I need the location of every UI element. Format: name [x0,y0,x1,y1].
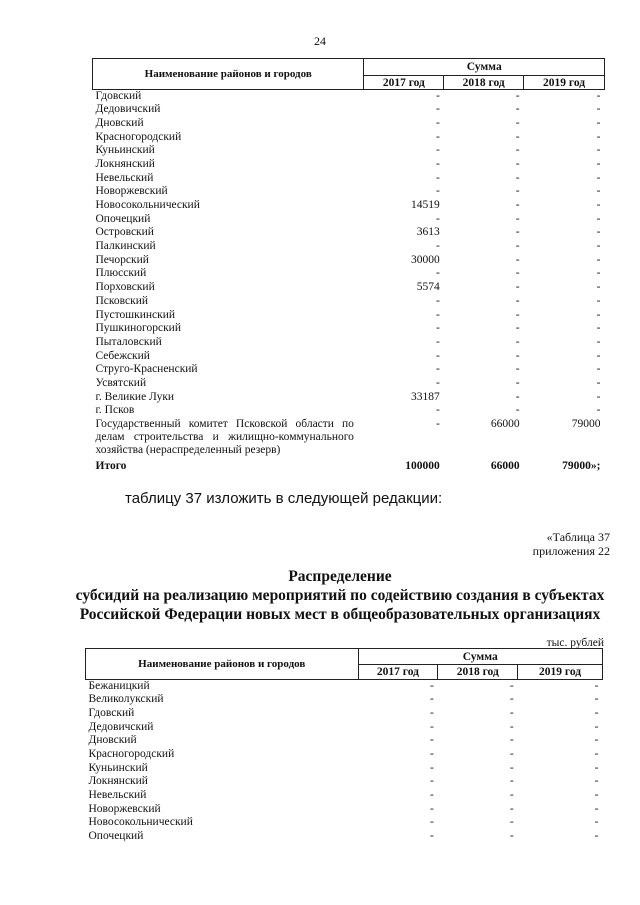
amount-2019: - [594,789,599,801]
district-name: Государственный комитет Псковской области по делам строительства и жилищно-коммунального хозяйства (нераспределенный резерв) [95,418,354,456]
amount-2018: - [515,157,520,170]
amount-2017: - [429,747,434,760]
table-row [86,693,603,707]
amount-2017: 30000 [411,253,440,266]
amount-2019: - [596,253,601,266]
total-2018: 66000 [490,460,520,472]
table-row [86,816,603,830]
district-name: Новосокольнический [88,816,193,829]
amount-2017: - [435,240,440,253]
amount-2017: - [435,171,440,184]
amount-2019: - [594,747,599,760]
amount-2017: - [429,761,434,774]
table-1 [92,58,605,474]
title-line-1: Распределение [288,568,392,585]
table-reference [533,530,610,558]
table-row [93,377,605,391]
total-2019: 79000»; [562,460,601,472]
amount-2017: - [429,720,434,733]
table-row [86,789,603,803]
amount-2019: - [596,363,601,376]
district-name: Дедовичский [95,103,161,116]
amount-2019: - [596,294,601,307]
column-header-name: Наименование районов и городов [93,59,364,90]
amount-2017: - [435,404,440,417]
district-name: Псковский [95,294,149,307]
district-name: Усвятский [95,376,147,389]
amount-2019: - [596,116,601,129]
amount-2019: - [594,693,599,706]
amount-2017: 33187 [411,390,440,403]
table-row [93,131,605,145]
column-header-name: Наименование районов и городов [86,649,359,680]
table-row [93,336,605,350]
table-2 [85,648,603,844]
amount-2019: - [596,144,601,157]
table-row [93,295,605,309]
amount-2018: - [515,240,520,253]
amount-2017: - [429,706,434,719]
district-name: Печорский [95,253,149,266]
district-name: Новоржевский [95,185,168,198]
table-row [93,103,605,117]
amount-2019: - [596,130,601,143]
district-name: Пыталовский [95,335,162,348]
table-row [93,240,605,254]
amount-2018: - [515,144,520,157]
district-name: Дновский [95,116,144,129]
table-row [86,830,603,844]
amount-2017: - [435,130,440,143]
amount-2019: - [596,90,601,102]
title-line-2: субсидий на реализацию мероприятий по содействию создания в субъектах [75,587,605,604]
amount-2017: - [435,349,440,362]
amount-2019: - [596,185,601,198]
district-name: Невельский [88,789,147,801]
district-name: Островский [95,226,154,239]
district-name: Куньинский [88,761,148,774]
amount-2018: - [509,734,514,747]
amount-2017: - [429,775,434,788]
amount-2019: - [596,376,601,389]
amount-2019: - [596,199,601,211]
amount-2019: - [594,830,599,843]
amount-2018: - [515,130,520,143]
amount-2019: - [594,775,599,788]
amount-2018: - [515,322,520,335]
amount-2018: - [515,103,520,116]
amount-2018: - [515,294,520,307]
amount-2017: - [435,294,440,307]
district-name: Гдовский [88,706,135,719]
amount-2017: - [435,335,440,348]
amount-2018: - [509,680,514,692]
amount-2019: - [594,720,599,733]
table-row [93,185,605,199]
table-row [93,117,605,131]
instruction-text: таблицу 37 изложить в следующей редакции: [125,490,443,507]
amount-2018: - [515,390,520,403]
column-header-sum: Сумма [364,59,605,76]
district-name: Себежский [95,349,150,362]
amount-2017: 14519 [411,199,440,211]
amount-2018: - [515,90,520,102]
table-row [93,213,605,227]
amount-2019: - [594,761,599,774]
amount-2018: - [509,775,514,788]
amount-2017: - [435,185,440,198]
amount-2017: 3613 [416,226,440,239]
district-name: Пустошкинский [95,308,176,321]
table-row [93,158,605,172]
district-name: Опочецкий [95,212,151,225]
table-row [86,721,603,735]
amount-2019: - [594,734,599,747]
amount-2018: - [509,830,514,843]
amount-2018: - [515,349,520,362]
amount-2017: - [429,816,434,829]
unit-label: тыс. рублей [546,637,604,649]
amount-2017: - [429,830,434,843]
table-row [86,680,603,694]
table-row [93,199,605,213]
table-row [93,418,605,460]
amount-2017: - [435,144,440,157]
amount-2017: - [429,789,434,801]
amount-2018: - [515,199,520,211]
amount-2018: - [509,747,514,760]
amount-2018: - [509,761,514,774]
total-row [93,460,605,474]
title-line-3: Российской Федерации новых мест в общеобразовательных организациях [79,606,601,623]
district-name: Локнянский [95,157,155,170]
amount-2019: 79000 [571,418,601,430]
amount-2019: - [596,212,601,225]
amount-2019: - [594,816,599,829]
amount-2018: - [509,816,514,829]
amount-2019: - [596,335,601,348]
table-row [93,404,605,418]
district-name: Плюсский [95,267,147,280]
amount-2017: - [435,363,440,376]
table-row [93,90,605,104]
table-row [86,775,603,789]
column-header-2019: 2019 год [524,76,605,90]
amount-2019: - [596,171,601,184]
amount-2018: - [515,363,520,376]
district-name: Дедовичский [88,720,154,733]
amount-2019: - [596,157,601,170]
amount-2017: - [429,734,434,747]
amount-2018: - [515,308,520,321]
district-name: Красногородский [88,747,175,760]
table-row [86,762,603,776]
amount-2019: - [594,680,599,692]
amount-2017: - [435,376,440,389]
amount-2017: - [435,418,440,430]
district-name: Великолукский [88,693,164,706]
amount-2018: - [515,171,520,184]
column-header-2019: 2019 год [518,665,603,680]
amount-2018: - [515,212,520,225]
amount-2018: - [509,802,514,815]
district-name: Порховский [95,281,155,294]
section-title [40,567,640,624]
amount-2019: - [596,322,601,335]
table-row [86,734,603,748]
amount-2017: - [429,693,434,706]
amount-2017: - [435,308,440,321]
amount-2017: - [429,680,434,692]
amount-2018: 66000 [490,418,520,430]
amount-2019: - [596,240,601,253]
amount-2019: - [596,281,601,294]
amount-2017: - [435,90,440,102]
amount-2018: - [515,281,520,294]
district-name: Гдовский [95,90,142,102]
table-row [93,309,605,323]
column-header-2018: 2018 год [444,76,524,90]
district-name: г. Великие Луки [95,390,175,403]
table-ref-line-1: «Таблица 37 [546,530,610,544]
amount-2018: - [515,116,520,129]
table-ref-line-2: приложения 22 [532,544,610,558]
table-row [93,226,605,240]
amount-2019: - [596,103,601,116]
amount-2017: - [435,267,440,280]
amount-2019: - [596,308,601,321]
district-name: Новоржевский [88,802,161,815]
amount-2019: - [594,706,599,719]
district-name: Бежаницкий [88,680,150,692]
amount-2018: - [515,267,520,280]
column-header-2017: 2017 год [364,76,444,90]
district-name: Струго-Красненский [95,363,198,376]
page-number: 24 [314,34,326,48]
amount-2018: - [515,253,520,266]
table-row [86,707,603,721]
amount-2018: - [509,789,514,801]
table-row [93,350,605,364]
table-row [93,144,605,158]
district-name: Красногородский [95,130,182,143]
amount-2019: - [596,390,601,403]
amount-2017: 5574 [416,281,440,294]
district-name: Пушкиногорский [95,322,181,335]
amount-2017: - [435,103,440,116]
table-row [93,322,605,336]
column-header-sum: Сумма [358,649,603,665]
amount-2017: - [435,322,440,335]
amount-2018: - [515,404,520,417]
table-row [93,172,605,186]
amount-2018: - [515,185,520,198]
total-2017: 100000 [405,460,440,472]
amount-2019: - [596,404,601,417]
amount-2018: - [509,720,514,733]
table-row [93,363,605,377]
district-name: Локнянский [88,775,148,788]
amount-2018: - [515,335,520,348]
district-name: Опочецкий [88,830,144,843]
district-name: Невельский [95,171,154,184]
district-name: Дновский [88,734,137,747]
district-name: Палкинский [95,240,156,253]
amount-2017: - [435,116,440,129]
amount-2019: - [596,349,601,362]
table-row [93,254,605,268]
district-name: Куньинский [95,144,155,157]
total-label: Итого [95,460,127,472]
amount-2017: - [435,212,440,225]
amount-2018: - [515,376,520,389]
district-name: г. Псков [95,404,135,417]
amount-2018: - [509,706,514,719]
amount-2017: - [429,802,434,815]
amount-2019: - [596,267,601,280]
amount-2018: - [515,226,520,239]
table-row [93,391,605,405]
column-header-2017: 2017 год [358,665,438,680]
table-row [86,748,603,762]
amount-2019: - [594,802,599,815]
table-row [93,281,605,295]
amount-2018: - [509,693,514,706]
table-row [86,803,603,817]
amount-2017: - [435,157,440,170]
amount-2019: - [596,226,601,239]
table-row [93,267,605,281]
district-name: Новосокольнический [95,199,200,211]
column-header-2018: 2018 год [438,665,518,680]
